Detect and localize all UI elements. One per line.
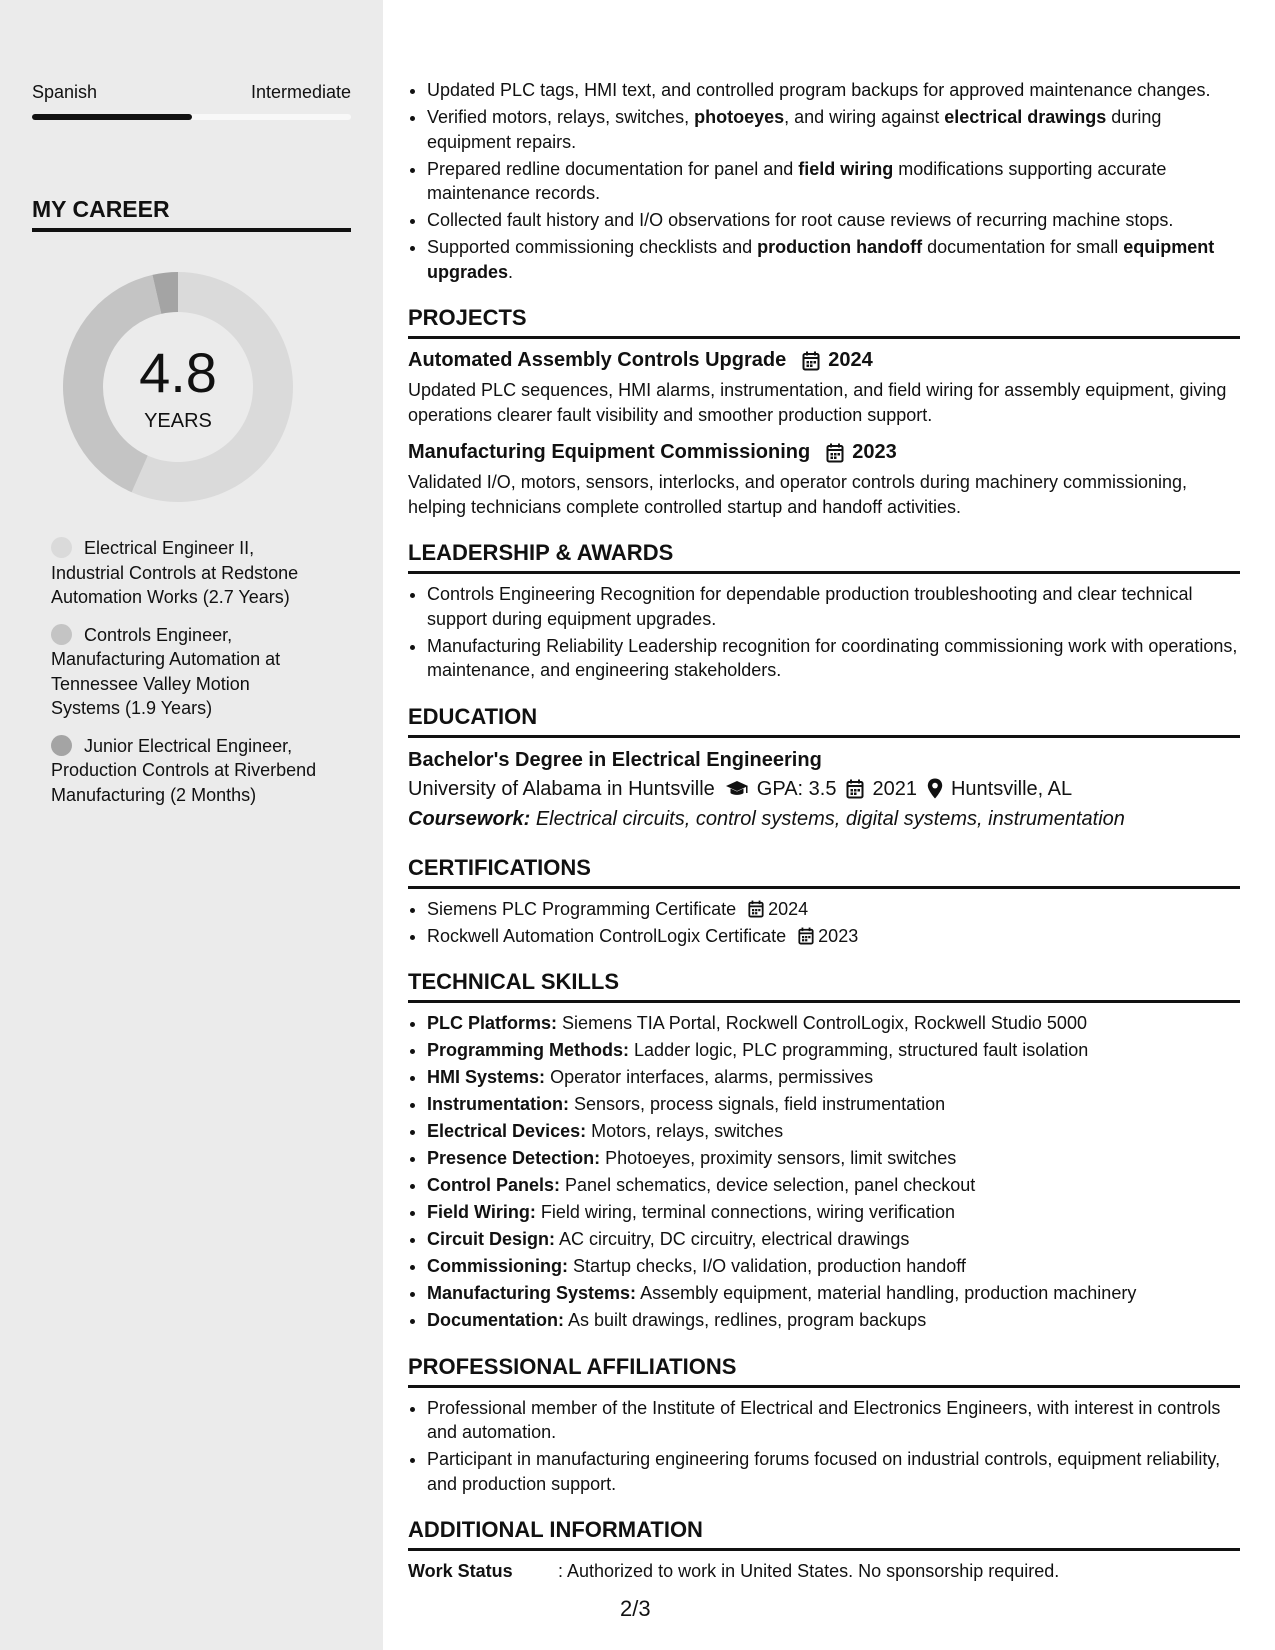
- leadership-item: • Manufacturing Reliability Leadership recognition for coordinating commissioning work with operations, maintenance, and engineering stakeholders.: [427, 634, 1240, 683]
- graduation-year: 2021: [872, 777, 917, 800]
- language-proficiency-bar: [32, 114, 351, 120]
- language-proficiency-fill: [32, 114, 192, 120]
- emphasis-text: equipment upgrades: [427, 237, 1215, 282]
- bullet-text: Verified motors, relays, switches,: [427, 107, 695, 127]
- skill-item: • Electrical Devices: Motors, relays, switches: [427, 1119, 1240, 1144]
- skill-item: • Commissioning: Startup checks, I/O validation, production handoff: [427, 1254, 1240, 1279]
- projects-heading: PROJECTS: [408, 304, 1240, 339]
- experience-bullet: [427, 208, 1240, 233]
- experience-bullets: [408, 78, 1240, 284]
- coursework-label: Coursework:: [408, 807, 531, 830]
- certification-year: 2023: [818, 925, 859, 946]
- certification-name: Rockwell Automation ControlLogix Certificate: [427, 925, 787, 946]
- career-item: Electrical Engineer II, Industrial Controls at Redstone Automation Works (2.7 Years): [51, 538, 299, 607]
- calendar-icon: [802, 351, 820, 371]
- affiliation-item: • Professional member of the Institute of Electrical and Electronics Engineers, with interest in controls and automation.: [427, 1396, 1240, 1445]
- certification-item: [427, 897, 1240, 922]
- calendar-icon: [798, 927, 814, 945]
- location-pin-icon: [927, 778, 943, 799]
- certification-item: [427, 924, 1240, 949]
- project-title: Manufacturing Equipment Commissioning: [408, 441, 811, 463]
- total-years-label: YEARS: [144, 410, 212, 432]
- language-row: [32, 82, 351, 103]
- project-item: [408, 439, 1240, 519]
- experience-bullet: [427, 157, 1240, 206]
- bullet-text: documentation for small: [922, 237, 1124, 257]
- education-heading: EDUCATION: [408, 703, 1240, 738]
- bullet-text: modifications supporting accurate maintenance records.: [427, 158, 1167, 203]
- skill-item: • Control Panels: Panel schematics, device selection, panel checkout: [427, 1173, 1240, 1198]
- leadership-heading: LEADERSHIP & AWARDS: [408, 539, 1240, 574]
- project-title: Automated Assembly Controls Upgrade: [408, 349, 787, 371]
- coursework-list: Electrical circuits, control systems, digital systems, instrumentation: [535, 807, 1125, 830]
- experience-bullet: [427, 78, 1240, 103]
- degree-title: Bachelor's Degree in Electrical Engineering: [408, 748, 822, 771]
- legend-dot-icon: [51, 735, 72, 756]
- bullet-text: Supported commissioning checklists and: [427, 237, 758, 257]
- education-location: Huntsville, AL: [950, 777, 1073, 800]
- skill-item: • Circuit Design: AC circuitry, DC circuitry, electrical drawings: [427, 1227, 1240, 1252]
- emphasis-text: electrical drawings: [944, 107, 1107, 127]
- affiliations-list: [408, 1396, 1240, 1497]
- skill-item: • Manufacturing Systems: Assembly equipment, material handling, production machinery: [427, 1281, 1240, 1306]
- calendar-icon: [826, 443, 844, 463]
- affiliation-item: • Participant in manufacturing engineering forums focused on industrial controls, equipment reliability, and production support.: [427, 1447, 1240, 1496]
- legend-dot-icon: [51, 624, 72, 645]
- work-status-row: [408, 1559, 1240, 1584]
- project-year: 2023: [852, 441, 897, 463]
- project-description: Updated PLC sequences, HMI alarms, instrumentation, and field wiring for assembly equipment, giving operations clearer fault visibility and smoother production support.: [408, 380, 1227, 425]
- sidebar: [0, 0, 383, 1650]
- skill-item: • Presence Detection: Photoeyes, proximity sensors, limit switches: [427, 1146, 1240, 1171]
- language-level: Intermediate: [250, 82, 351, 102]
- skill-item: • HMI Systems: Operator interfaces, alarms, permissives: [427, 1065, 1240, 1090]
- experience-bullet: [427, 105, 1240, 154]
- gpa: GPA: 3.5: [756, 777, 837, 800]
- bullet-text: during equipment repairs.: [427, 107, 1162, 152]
- experience-bullet: [427, 235, 1240, 284]
- project-item: [408, 347, 1240, 427]
- bullet-text: , and wiring against: [784, 107, 945, 127]
- legend-dot-icon: [51, 537, 72, 558]
- bullet-text: Updated PLC tags, HMI text, and controlled program backups for approved maintenance changes.: [427, 80, 1211, 100]
- leadership-list: [408, 582, 1240, 683]
- project-description: Validated I/O, motors, sensors, interlocks, and operator controls during machinery commissioning, helping technicians complete controlled startup and handoff activities.: [408, 472, 1188, 517]
- certifications-list: [408, 897, 1240, 949]
- skill-item: • PLC Platforms: Siemens TIA Portal, Rockwell ControlLogix, Rockwell Studio 5000: [427, 1011, 1240, 1036]
- graduation-cap-icon: [725, 780, 749, 798]
- school-name: University of Alabama in Huntsville: [408, 777, 715, 800]
- work-status-value: : Authorized to work in United States. No sponsorship required.: [558, 1561, 1060, 1581]
- skills-heading: TECHNICAL SKILLS: [408, 968, 1240, 1003]
- education-details: [408, 774, 1240, 804]
- certification-name: Siemens PLC Programming Certificate: [427, 898, 737, 919]
- emphasis-text: photoeyes: [694, 107, 785, 127]
- emphasis-text: production handoff: [757, 237, 923, 257]
- additional-heading: ADDITIONAL INFORMATION: [408, 1516, 1240, 1551]
- leadership-item: • Controls Engineering Recognition for dependable production troubleshooting and clear technical support during equipment upgrades.: [427, 582, 1240, 631]
- total-years-value: 4.8: [139, 341, 217, 404]
- skill-item: • Instrumentation: Sensors, process signals, field instrumentation: [427, 1092, 1240, 1117]
- skill-item: • Documentation: As built drawings, redlines, program backups: [427, 1308, 1240, 1333]
- project-year: 2024: [828, 349, 873, 371]
- emphasis-text: field wiring: [798, 158, 894, 179]
- skill-item: • Programming Methods: Ladder logic, PLC programming, structured fault isolation: [427, 1038, 1240, 1063]
- work-status-label: Work Status: [408, 1561, 513, 1581]
- skill-item: • Field Wiring: Field wiring, terminal connections, wiring verification: [427, 1200, 1240, 1225]
- affiliations-heading: PROFESSIONAL AFFILIATIONS: [408, 1353, 1240, 1388]
- career-item: Junior Electrical Engineer, Production Controls at Riverbend Manufacturing (2 Months): [51, 735, 317, 805]
- main-content: [408, 78, 1240, 1584]
- bullet-text: Prepared redline documentation for panel and: [427, 158, 799, 179]
- certification-year: 2024: [768, 898, 809, 919]
- certifications-heading: CERTIFICATIONS: [408, 854, 1240, 889]
- career-item: Controls Engineer, Manufacturing Automation at Tennessee Valley Motion Systems (1.9 Years): [51, 624, 281, 718]
- calendar-icon: [748, 900, 764, 918]
- skills-list: [408, 1011, 1240, 1333]
- career-list: [51, 536, 321, 820]
- bullet-text: .: [508, 261, 514, 282]
- coursework: [408, 804, 1240, 834]
- language-name: Spanish: [32, 82, 98, 102]
- career-heading-rule: [32, 228, 351, 232]
- career-heading: MY CAREER: [32, 196, 170, 222]
- calendar-icon: [846, 779, 864, 799]
- page-number: 2/3: [620, 1596, 651, 1621]
- bullet-text: Collected fault history and I/O observations for root cause reviews of recurring machine stops.: [427, 210, 1174, 230]
